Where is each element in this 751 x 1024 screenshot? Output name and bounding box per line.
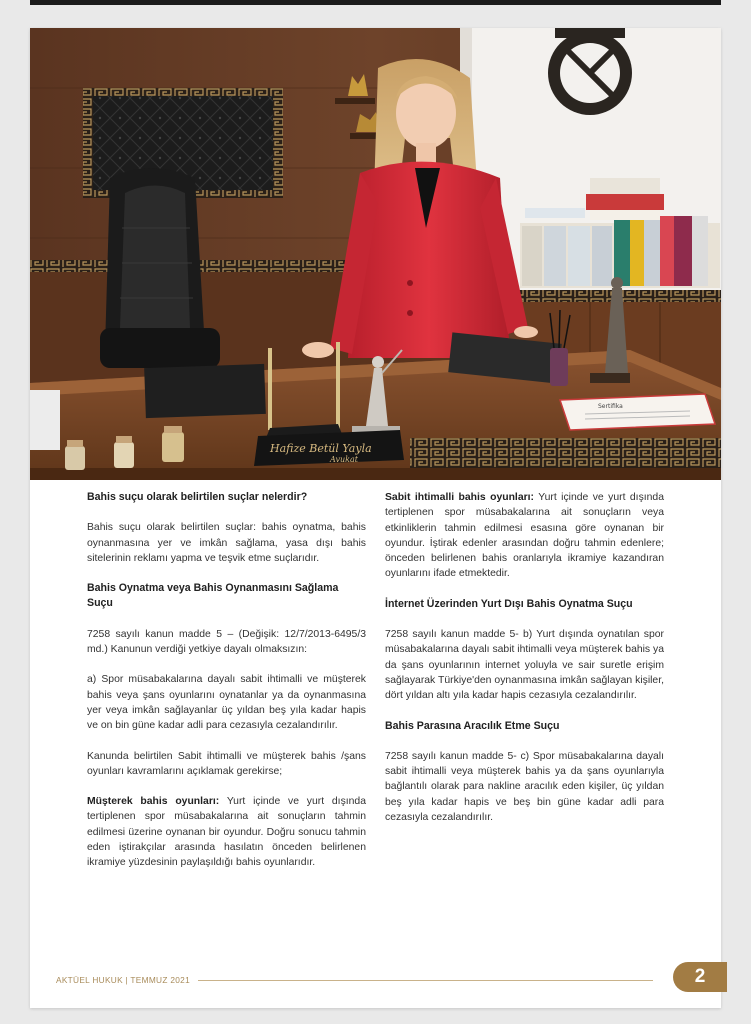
- term-label: Müşterek bahis oyunları:: [87, 796, 220, 808]
- right-column: [385, 490, 664, 840]
- paragraph: a) Spor müsabakalarına dayalı sabit ihtimalli ve müşterek bahis veya şans oyunlarını oynatanlar ya da oynanmasına yer veya imkân sağlayanlar üç yıldan beş yıla kadar hapis ve on bin güne kadar adli para cezasıyla cezalandırılır.: [87, 674, 366, 732]
- term-definition: Yurt içinde ve yurt dışında tertiplenen spor müsabakalarına ait sonuçların tahmin edilmesi üzerine oynanan bir oyundur. Doğru sonucu tahmin eden iştirakçılar arasında hasılatın önceden belirlenen ikramiye yüzdesinin paylaşıldığı bahis oyunlarıdır.: [87, 796, 366, 869]
- office-photo: [30, 28, 721, 480]
- paragraph: [87, 794, 366, 870]
- section-heading: Bahis Parasına Aracılık Etme Suçu: [385, 719, 560, 732]
- section-heading: İnternet Üzerinden Yurt Dışı Bahis Oynatma Suçu: [385, 597, 633, 610]
- magazine-page: [30, 28, 721, 1008]
- paragraph: Kanunda belirtilen Sabit ihtimalli ve müşterek bahis /şans oyunları kavramlarını açıklamak gerekirse;: [87, 750, 366, 777]
- paragraph: 7258 sayılı kanun madde 5- c) Spor müsabakalarına dayalı sabit ihtimalli veya müşterek bahis ya da şans oyunlarıyla bağlantılı olarak para nakline aracılık eden kişiler, üç yıldan beş yıla kadar hapis ve beş bin güne kadar adli para cezasıyla cezalandırılır.: [385, 750, 664, 824]
- term-definition: Yurt içinde ve yurt dışında tertiplenen spor müsabakalarına ait sonuçların veya etkinliklerin tahmin edilmesi esasına göre oynanan bir oyundur. İştirak edenler arasından doğru tahmin edenlere; önceden belirlenen bahis oranlarıyla ikramiye kazandıran oyunlarını ifade etmektedir.: [385, 492, 664, 580]
- certificate: [560, 394, 715, 430]
- nameplate: [254, 430, 404, 466]
- term-label: Sabit ihtimalli bahis oyunları:: [385, 492, 534, 503]
- page-footer: [56, 966, 721, 1004]
- footer-divider: [198, 980, 653, 981]
- paragraph: 7258 sayılı kanun madde 5- b) Yurt dışında oynatılan spor müsabakalarına dayalı sabit ihtimalli veya müşterek bahis ya da şans oyunlarının internet yoluyla ve sair suretle erişim sağlayarak Türkiye'den oynanmasına imkân sağlayan kişiler, dört yıldan altı yıla kadar hapis cezasıyla cezalandırılır.: [385, 629, 664, 702]
- paragraph: Bahis suçu olarak belirtilen suçlar: bahis oynatma, bahis oynanmasına yer ve imkân sağlama, yasa dışı bahis sitelerinin reklamı yapma ve teşvik etme suçlarıdır.: [87, 522, 366, 564]
- paragraph: 7258 sayılı kanun madde 5 – (Değişik: 12/7/2013-6495/3 md.) Kanunun verdiği yetkiye dayalı olmaksızın:: [87, 628, 366, 656]
- section-heading: Bahis Oynatma veya Bahis Oynanmasını Sağlama Suçu: [87, 582, 339, 610]
- magazine-issue-label: AKTÜEL HUKUK | TEMMUZ 2021: [56, 975, 190, 985]
- nameplate-title: Avukat: [330, 455, 358, 464]
- page-number-badge: 2: [673, 962, 727, 992]
- top-edge-bar: [30, 0, 721, 5]
- nameplate-name: Hafize Betül Yayla: [270, 442, 372, 455]
- certificate-heading: Sertifika: [598, 403, 623, 410]
- section-heading: Bahis suçu olarak belirtilen suçlar nelerdir?: [87, 491, 308, 503]
- left-column: [87, 490, 366, 886]
- paragraph: [385, 490, 664, 582]
